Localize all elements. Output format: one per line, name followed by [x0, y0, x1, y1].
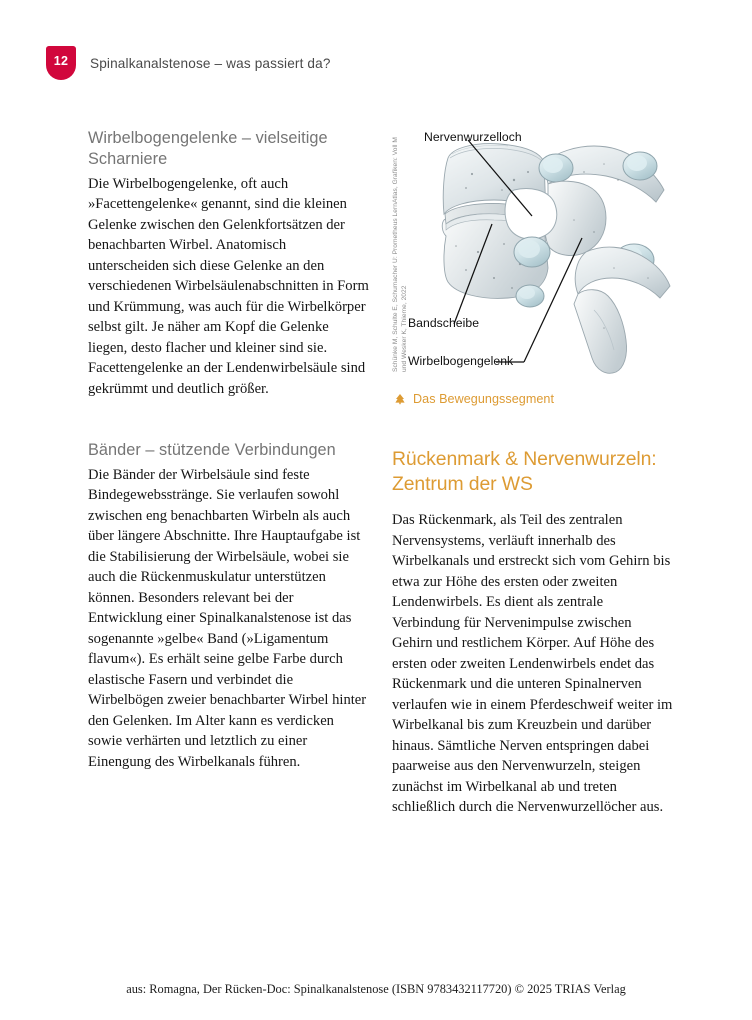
- section-body-baender: Die Bänder der Wirbelsäule sind feste Bindegewebsstränge. Sie verlaufen sowohl zwischen eng benachbarten Wirbeln als auch über längere Abschnitte. Ihre Hauptaufgabe ist die Stabilisierung der Wirbelsäule, wobei sie auch die Rückenmuskulatur unterstützen können. Besonders relevant bei der Entwicklung einer Spinalkanalstenose ist das sogenannte »gelbe« Band (»Ligamentum flavum«). Es erhält seine gelbe Farbe durch elastische Fasern und verbindet die Wirbelbögen zweier benachbarter Wirbel hinter den Gelenken. Im Alter kann es verdicken sowie verhärten und letztlich zu einer Einengung des Wirbelkanals führen.: [88, 466, 367, 770]
- figure-bewegungssegment: [392, 128, 674, 380]
- page-number-badge: 12: [46, 46, 76, 80]
- figure-label-wirbelbogengelenk: Wirbelbogengelenk: [408, 354, 514, 368]
- page-footer: aus: Romagna, Der Rücken-Doc: Spinalkanalstenose (ISBN 9783432117720) © 2025 TRIAS Verlag: [126, 982, 626, 996]
- section-heading-rueckenmark: Rückenmark & Nervenwurzeln: Zentrum der WS: [392, 448, 657, 496]
- figure-caption: [394, 392, 674, 406]
- figure-credit: Schünke M, Schulte E, Schumacher U: Prometheus LernAtlas, Grafiken: Voll M und Wesker K, Thieme, 2022: [392, 137, 409, 372]
- flower-marker-icon: [394, 393, 406, 405]
- figure-spacer: [392, 406, 674, 447]
- left-column: [88, 128, 370, 818]
- figure-label-bandscheibe: Bandscheibe: [408, 316, 480, 330]
- running-head: [46, 46, 331, 80]
- figure-caption-text: Das Bewegungssegment: [413, 392, 555, 406]
- section-spacer: [88, 399, 370, 440]
- vertebra-illustration: [408, 128, 674, 380]
- section-body-wirbelbogengelenke: Die Wirbelbogengelenke, oft auch »Facettengelenke« genannt, sind die kleinen Gelenke zwischen den Gelenkfortsätzen der benachbarten Wirbel. Anatomisch unterscheiden sich diese Gelenke an den verschiedenen Wirbelsäulenabschnitten in Form und Krümmung, was auch für die Wirbelkörper selbst gilt. Je näher am Kopf die Gelenke liegen, desto flacher und kleiner sind sie. Facettengelenke an der Lendenwirbelsäule sind gekrümmt und deutlich größer.: [88, 175, 369, 397]
- content-columns: [88, 128, 674, 818]
- right-column: [392, 128, 674, 818]
- section-heading-baender: Bänder – stützende Verbindungen: [88, 441, 336, 460]
- section-body-rueckenmark: Das Rückenmark, als Teil des zentralen Nervensystems, verläuft innerhalb des Wirbelkanals und erstreckt sich vom Gehirn bis etwa zur Höhe des ersten oder zweiten Lendenwirbels. Es dient als zentrale Verbindung für Nervenimpulse zwischen Gehirn und restlichem Körper. Auf Höhe des ersten oder zweiten Lendenwirbels endet das Rückenmark und die unteren Spinalnerven verlaufen wie in einem Pferdeschweif weiter im Wirbelkanal bis zum Kreuzbein und darüber hinaus. Sämtliche Nerven entspringen dabei paarweise aus den Nervenwurzeln, steigen zunächst im Wirbelkanal ab und treten schließlich durch die Nervenwurzellöcher aus.: [392, 512, 673, 816]
- figure-label-nervenwurzelloch: Nervenwurzelloch: [424, 130, 522, 144]
- section-heading-wirbelbogengelenke: Wirbelbogengelenke – vielseitige Scharniere: [88, 129, 328, 169]
- running-head-title: Spinalkanalstenose – was passiert da?: [90, 55, 331, 71]
